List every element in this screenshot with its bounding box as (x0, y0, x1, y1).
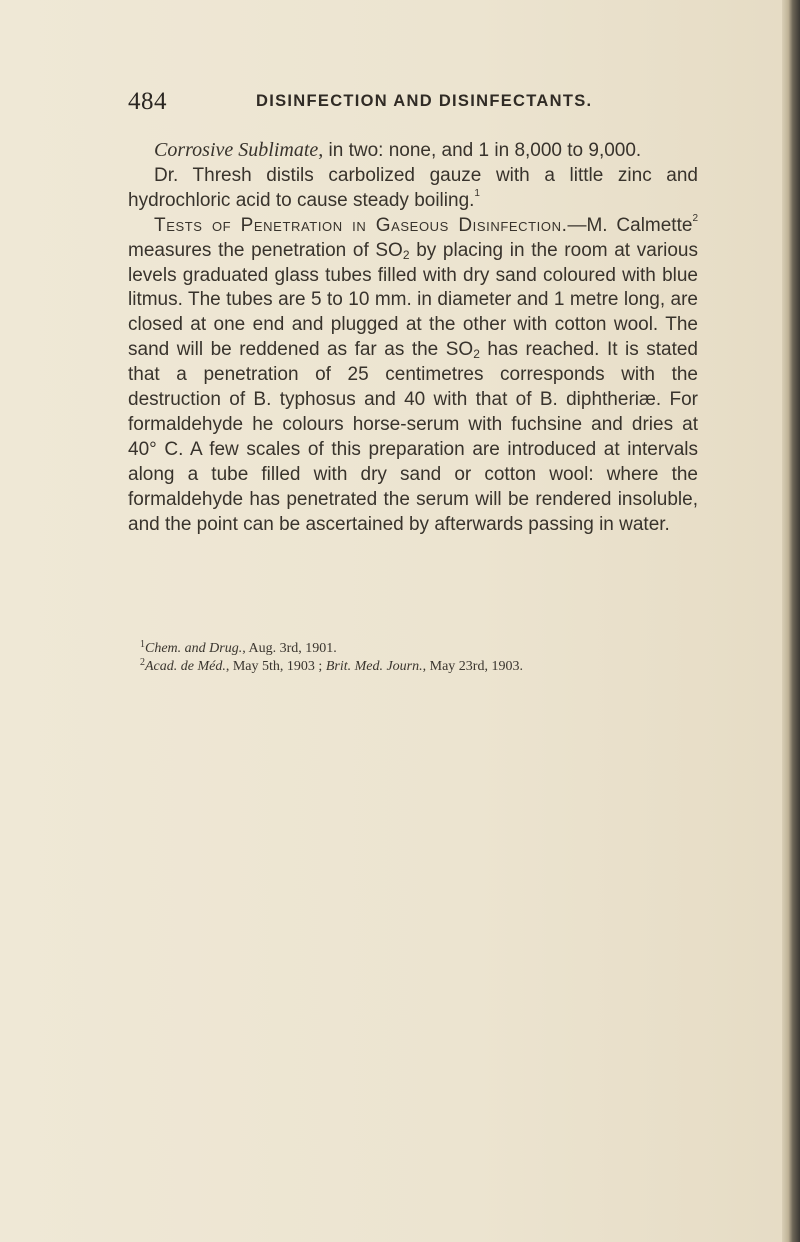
paragraph-text: by placing in the room at various levels graduated glass tubes filled with dry sand coloured with blue litmus. The tubes are 5 to 10 mm. in diameter and 1 metre long, are closed at one end and plugged at the other with cotton wool. The sand will be reddened as far as the SO (128, 239, 698, 361)
page-header (128, 88, 698, 118)
citation-title: Brit. Med. Journ. (325, 659, 423, 674)
running-head: DISINFECTION AND DISINFECTANTS. (256, 92, 593, 110)
paragraph-corrosive-sublimate (128, 138, 698, 164)
section-heading: Tests of Penetration in Gaseous Disinfection. (154, 214, 568, 236)
footnote-2 (140, 658, 698, 676)
citation-text: , May 23rd, 1903. (422, 659, 523, 674)
citation-title: Chem. and Drug. (145, 641, 243, 656)
paragraph-text: in two: none, and 1 in 8,000 to 9,000. (323, 140, 642, 161)
paragraph-text: Dr. Thresh distils carbolized gauze with a little zinc and hydrochloric acid to cause steady boiling. (128, 164, 698, 211)
paragraph-text: —M. Calmette (567, 214, 693, 236)
page-edge-shadow (782, 0, 800, 1242)
subscript: 2 (402, 247, 410, 262)
italic-term: Corrosive Sublimate, (154, 139, 324, 161)
citation-text: , Aug. 3rd, 1901. (242, 641, 337, 656)
citation-text: , May 5th, 1903 ; (225, 659, 326, 674)
paragraph-text: has reached. It is stated that a penetration of 25 centimetres corresponds with the destruction of B. typhosus and 40 with that of B. diphtheriæ. For formaldehyde he colours horse-serum with fuchsine and dries at 40° C. A few scales of this preparation are introduced at intervals along a tube filled with dry sand or cotton wool: where the formaldehyde has penetrated the serum will be rendered insoluble, and the point can be ascertained by afterwards passing in water. (128, 339, 698, 535)
footnote-1 (140, 640, 698, 658)
main-text (128, 138, 698, 538)
footnote-mark: 1 (140, 639, 145, 650)
page-number: 484 (128, 88, 167, 115)
subscript: 2 (473, 347, 480, 362)
footnote-mark: 2 (140, 657, 145, 668)
footnote-ref: 2 (692, 212, 698, 224)
footnotes (128, 640, 698, 676)
paragraph-text: measures the penetration of SO (128, 239, 403, 261)
paragraph-penetration-tests (128, 214, 698, 538)
paragraph-thresh (128, 164, 698, 214)
citation-title: Acad. de Méd. (145, 659, 226, 674)
footnote-ref: 1 (474, 187, 480, 199)
